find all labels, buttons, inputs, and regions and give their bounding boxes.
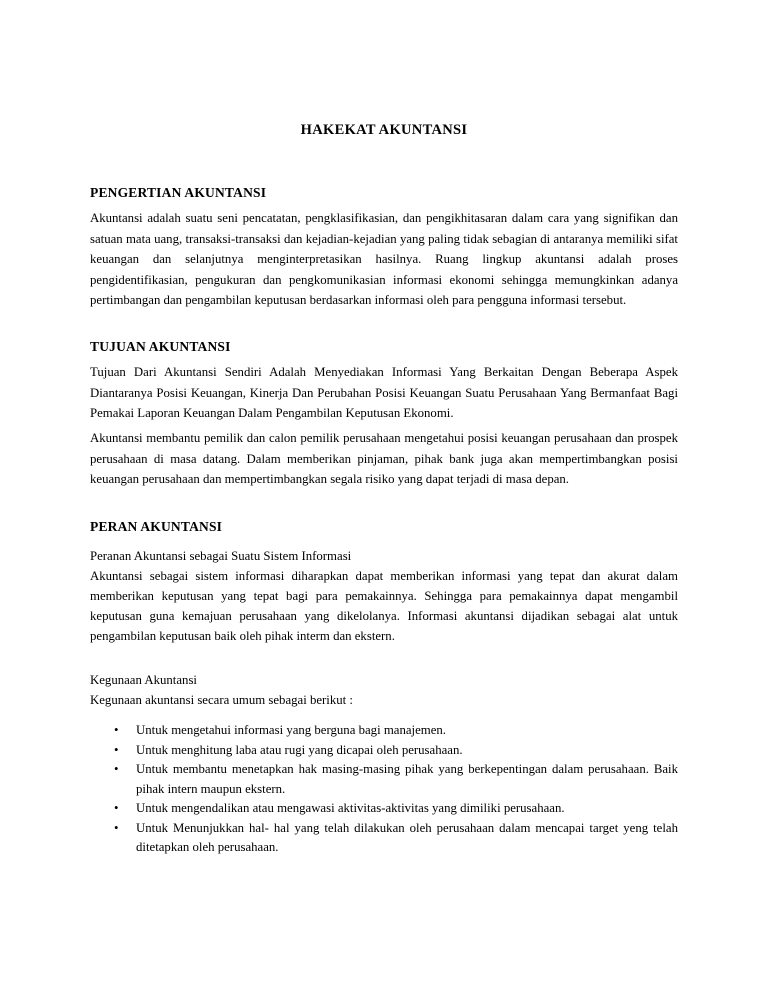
bullet-icon: • bbox=[114, 742, 119, 757]
list-item-text: Untuk mengendalikan atau mengawasi aktivitas-aktivitas yang dimiliki perusahaan. bbox=[136, 801, 565, 815]
list-item bbox=[90, 721, 678, 741]
bullet-icon: • bbox=[114, 723, 119, 737]
paragraph-tujuan-1: Tujuan Dari Akuntansi Sendiri Adalah Menyediakan Informasi Yang Berkaitan Dengan Beberapa Aspek Diantaranya Posisi Keuangan, Kinerja Dan Perubahan Posisi Keuangan Suatu Perusahaan Yang Bermanfaat Bagi Pemakai Laporan Keuangan Dalam Pengambilan Keputusan Ekonomi. bbox=[90, 365, 678, 420]
section-heading-peran: PERAN AKUNTANSI bbox=[90, 519, 223, 534]
bullet-icon: • bbox=[114, 820, 119, 835]
list-item-text: Untuk Menunjukkan hal- hal yang telah dilakukan oleh perusahaan dalam mencapai target yeng telah ditetapkan oleh perusahaan. bbox=[136, 820, 678, 854]
list-item bbox=[90, 741, 678, 761]
section-heading-tujuan: TUJUAN AKUNTANSI bbox=[90, 339, 231, 354]
list-item bbox=[90, 760, 678, 799]
list-item-text: Untuk mengetahui informasi yang berguna bagi manajemen. bbox=[136, 723, 446, 737]
bullet-icon: • bbox=[114, 801, 119, 815]
paragraph-peran-subtitle: Peranan Akuntansi sebagai Suatu Sistem Informasi bbox=[90, 549, 352, 563]
list-item bbox=[90, 819, 678, 858]
bullet-icon: • bbox=[114, 762, 119, 776]
section-heading-pengertian: PENGERTIAN AKUNTANSI bbox=[90, 185, 267, 200]
paragraph-peran-body: Akuntansi sebagai sistem informasi diharapkan dapat memberikan informasi yang tepat dan akurat dalam memberikan keputusan yang tepat bagi para pemakainnya. Sehingga para pemakainnya dapat mengambil keputusan guna kemajuan perusahaan yang dikelolanya. Informasi akuntansi dijadikan sebagai alat untuk pengambilan keputusan baik oleh pihak interm dan ekstern. bbox=[90, 569, 678, 643]
paragraph-pengertian: Akuntansi adalah suatu seni pencatatan, pengklasifikasian, dan pengikhitasaran dalam cara yang signifikan dan satuan mata uang, transaksi-transaksi dan kejadian-kejadian yang paling tidak sebagian di antaranya memiliki sifat keuangan dan selanjutnya menginterpretasikan hasilnya. Ruang lingkup akuntansi adalah proses pengidentifikasian, pengukuran dan pengkomunikasian informasi ekonomi sehingga memungkinkan adanya pertimbangan dan pengambilan keputusan berdasarkan informasi oleh para pengguna informasi tersebut. bbox=[90, 211, 678, 307]
document-title: HAKEKAT AKUNTANSI bbox=[300, 122, 468, 138]
list-item bbox=[90, 799, 678, 819]
paragraph-kegunaan-intro: Kegunaan akuntansi secara umum sebagai berikut : bbox=[90, 693, 353, 707]
kegunaan-bullet-list bbox=[90, 721, 678, 858]
list-item-text: Untuk membantu menetapkan hak masing-masing pihak yang berkepentingan dalam perusahaan. Baik pihak intern maupun ekstern. bbox=[136, 762, 678, 796]
list-item-text: Untuk menghitung laba atau rugi yang dicapai oleh perusahaan. bbox=[136, 742, 463, 757]
paragraph-tujuan-2: Akuntansi membantu pemilik dan calon pemilik perusahaan mengetahui posisi keuangan perusahaan dan prospek perusahaan di masa datang. Dalam memberikan pinjaman, pihak bank juga akan mempertimbangkan posisi keuangan perusahaan dan mempertimbangkan segala risiko yang dapat terjadi di masa depan. bbox=[90, 431, 678, 486]
paragraph-kegunaan-title: Kegunaan Akuntansi bbox=[90, 673, 197, 687]
